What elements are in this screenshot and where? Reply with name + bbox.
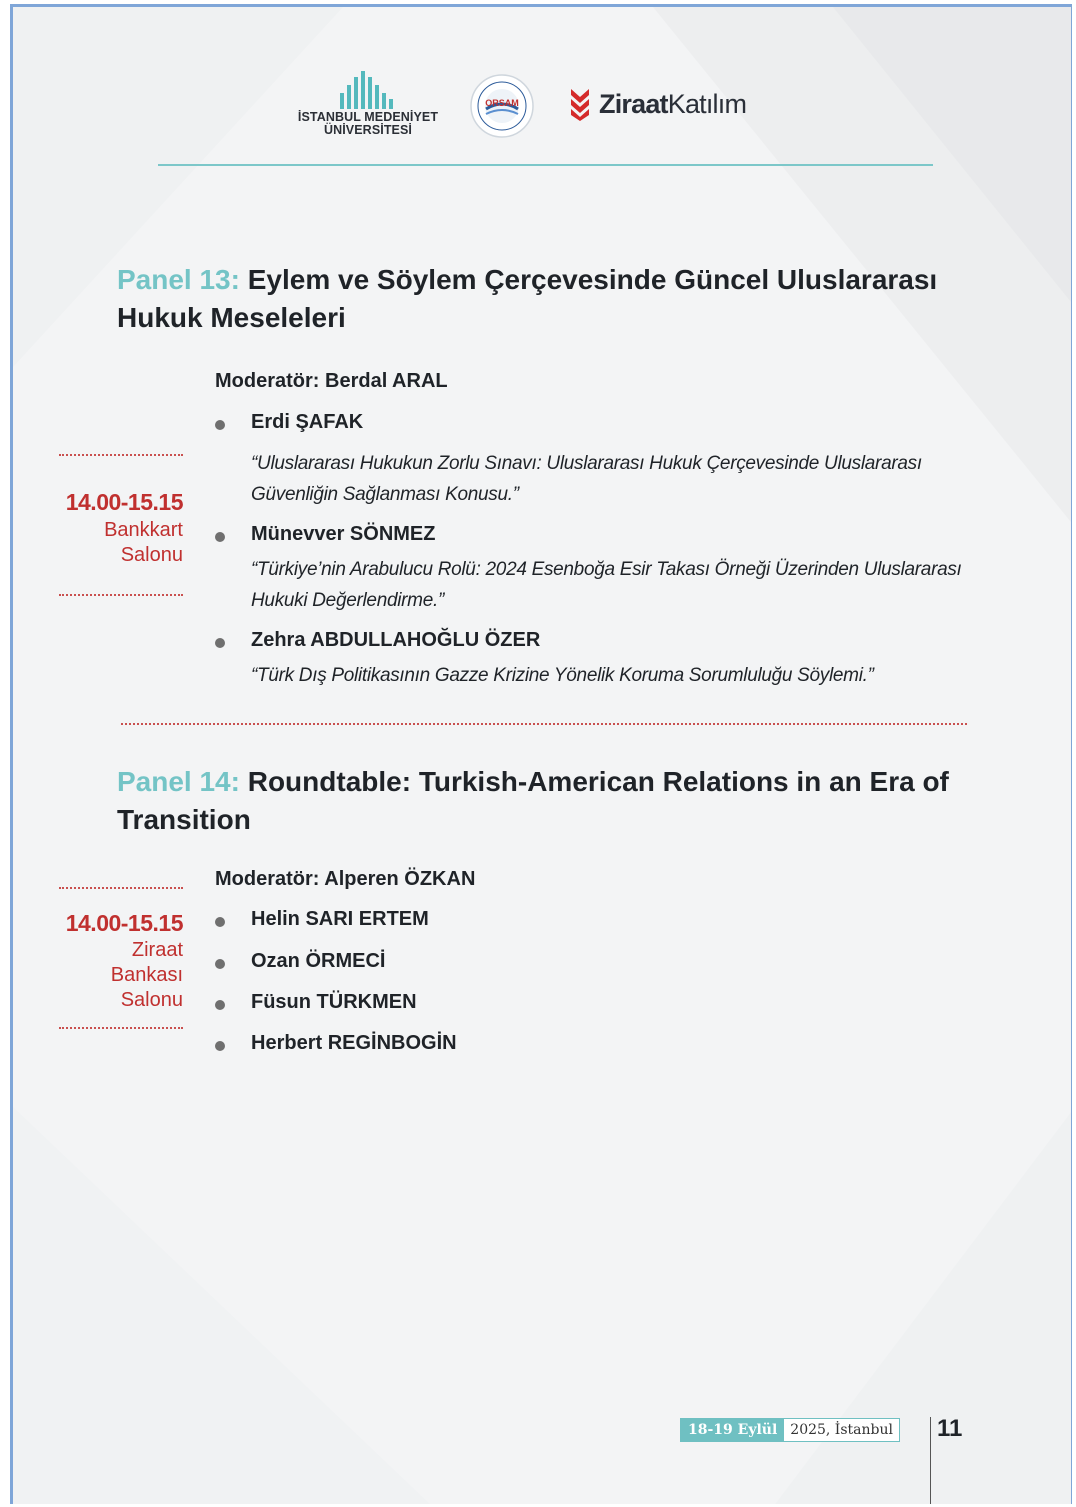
bullet-icon <box>215 1000 225 1010</box>
background-pattern <box>13 7 1072 1504</box>
bank-name-regular: Katılım <box>667 88 747 119</box>
panel-13-speaker-3-name: Zehra ABDULLAHOĞLU ÖZER <box>251 629 541 651</box>
panel-14-time-divider-top <box>59 887 183 889</box>
ziraat-wheat-icon <box>567 87 593 121</box>
panel-13-speaker-3-talk: “Türk Dış Politikasının Gazze Krizine Yönelik Koruma Sorumluluğu Söylemi.” <box>251 665 874 686</box>
panel-13-speaker-1-talk: “Uluslararası Hukukun Zorlu Sınavı: Uluslararası Hukuk Çerçevesinde Uluslararası Güvenliğin Sağlanması Konusu.” <box>251 453 922 505</box>
panel-13-time-divider-top <box>59 454 183 456</box>
ziraat-katilim-logo <box>567 87 746 121</box>
bullet-icon <box>215 532 225 542</box>
panel-13-moderator: Moderatör: Berdal ARAL <box>215 370 448 392</box>
orsam-label: ORSAM <box>485 98 519 108</box>
header-divider <box>158 164 933 166</box>
panel-14-speaker-3: Füsun TÜRKMEN <box>251 991 417 1013</box>
panel-13-speaker-1-name: Erdi ŞAFAK <box>251 411 364 433</box>
university-bars-icon <box>338 71 398 111</box>
panel-14-moderator: Moderatör: Alperen ÖZKAN <box>215 868 476 890</box>
bullet-icon <box>215 917 225 927</box>
panel-14-room-line3: Salonu <box>120 989 183 1011</box>
panel-14-speaker-2: Ozan ÖRMECİ <box>251 950 386 972</box>
footer-date-rest: 2025, İstanbul <box>784 1419 899 1441</box>
panel-separator <box>121 723 967 725</box>
panel-13-room-line1: Bankkart <box>104 519 183 541</box>
bullet-icon <box>215 1041 225 1051</box>
university-name-line1: İSTANBUL MEDENİYET <box>297 110 439 124</box>
university-name-line2: ÜNİVERSİTESİ <box>323 123 413 137</box>
page <box>10 4 1072 1504</box>
panel-14-time: 14.00-15.15 <box>65 910 183 936</box>
page-number: 11 <box>937 1415 963 1442</box>
panel-13-speaker-2-name: Münevver SÖNMEZ <box>251 523 436 545</box>
footer-date-highlight: 18-19 Eylül <box>681 1419 784 1441</box>
panel-13-speaker-2-talk: “Türkiye’nin Arabulucu Rolü: 2024 Esenboğa Esir Takası Örneği Üzerinden Uluslararası Hukuki Değerlendirme.” <box>251 559 962 611</box>
orsam-logo <box>469 73 535 144</box>
panel-14-title-text: Roundtable: Turkish-American Relations in an Era of Transition <box>117 766 949 835</box>
bullet-icon <box>215 420 225 430</box>
panel-13-title <box>117 261 967 337</box>
bank-name-bold: Ziraat <box>599 88 668 119</box>
panel-14-time-divider-bottom <box>59 1027 183 1029</box>
panel-14-number: Panel 14: <box>117 766 240 797</box>
bullet-icon <box>215 638 225 648</box>
panel-14-title <box>117 763 967 839</box>
panel-14-room-line1: Ziraat <box>131 939 183 961</box>
footer-date-badge <box>680 1418 900 1442</box>
panel-13-time: 14.00-15.15 <box>65 489 183 515</box>
panel-13-room-line2: Salonu <box>120 544 183 566</box>
panel-14-room-line2: Bankası <box>110 964 183 986</box>
footer-divider <box>930 1417 931 1504</box>
bullet-icon <box>215 959 225 969</box>
panel-14-speaker-1: Helin SARI ERTEM <box>251 908 429 930</box>
panel-14-speaker-4: Herbert REGİNBOGİN <box>251 1032 457 1054</box>
panel-13-time-divider-bottom <box>59 594 183 596</box>
panel-13-number: Panel 13: <box>117 264 240 295</box>
university-logo <box>293 71 443 137</box>
panel-13-title-text: Eylem ve Söylem Çerçevesinde Güncel Uluslararası Hukuk Meseleleri <box>117 264 938 333</box>
